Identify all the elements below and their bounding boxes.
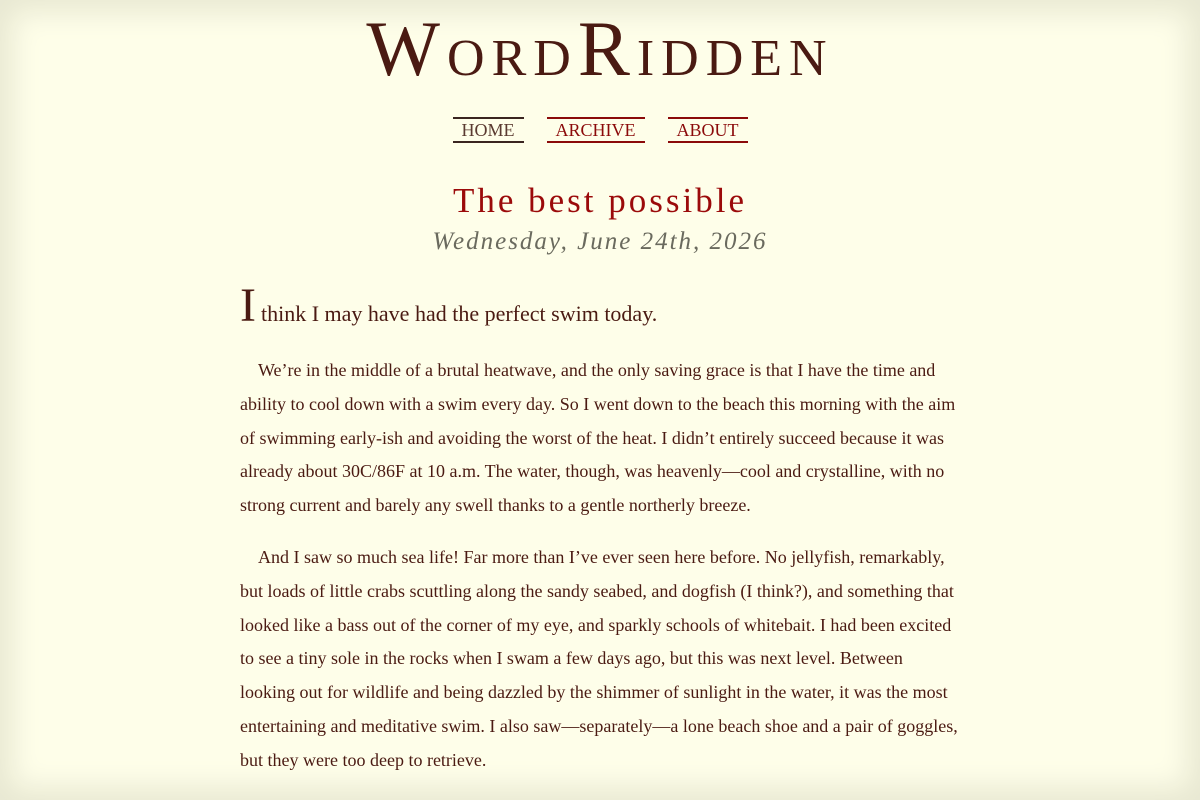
- site-title[interactable]: [0, 0, 1200, 90]
- post-body: [240, 279, 962, 778]
- post-title: The best possible: [452, 181, 748, 220]
- drop-initial: I: [240, 279, 256, 332]
- nav-home-link[interactable]: HOME: [453, 117, 524, 143]
- nav-archive-link[interactable]: ARCHIVE: [547, 117, 645, 143]
- site-header: [0, 0, 1200, 143]
- site-title-initial-r: R: [577, 5, 637, 92]
- post-paragraph: We’re in the middle of a brutal heatwave, and the only saving grace is that I have the time and ability to cool down with a swim every day. So I went down to the beach this morning with the aim of swimming early-ish and avoiding the worst of the heat. I didn’t entirely succeed because it was already about 30C/86F at 10 a.m. The water, though, was heavenly—cool and crystalline, with no strong current and barely any swell thanks to a gentle northerly breeze.: [240, 360, 956, 516]
- lead-text: think I may have had the perfect swim today.: [260, 301, 658, 326]
- site-title-rest-1: ORD: [447, 30, 578, 87]
- nav-about-link[interactable]: ABOUT: [668, 117, 748, 143]
- post-paragraph: And I saw so much sea life! Far more than I’ve ever seen here before. No jellyfish, remarkably, but loads of little crabs scuttling along the sandy seabed, and dogfish (I think?), and something that looked like a bass out of the corner of my eye, and sparkly schools of whitebait. I had been excited to see a tiny sole in the rocks when I swam a few days ago, but this was next level. Between looking out for wildlife and being dazzled by the shimmer of sunlight in the water, it was the most entertaining and meditative swim. I also saw—separately—a lone beach shoe and a pair of goggles, but they were too deep to retrieve.: [240, 546, 958, 770]
- post-date: Wednesday, June 24th, 2026: [432, 228, 768, 255]
- site-title-rest-2: IDDEN: [636, 30, 834, 87]
- site-title-initial-w: W: [366, 5, 448, 92]
- post: [0, 181, 1200, 778]
- main-nav: [0, 117, 1200, 143]
- post-lead: [240, 279, 962, 338]
